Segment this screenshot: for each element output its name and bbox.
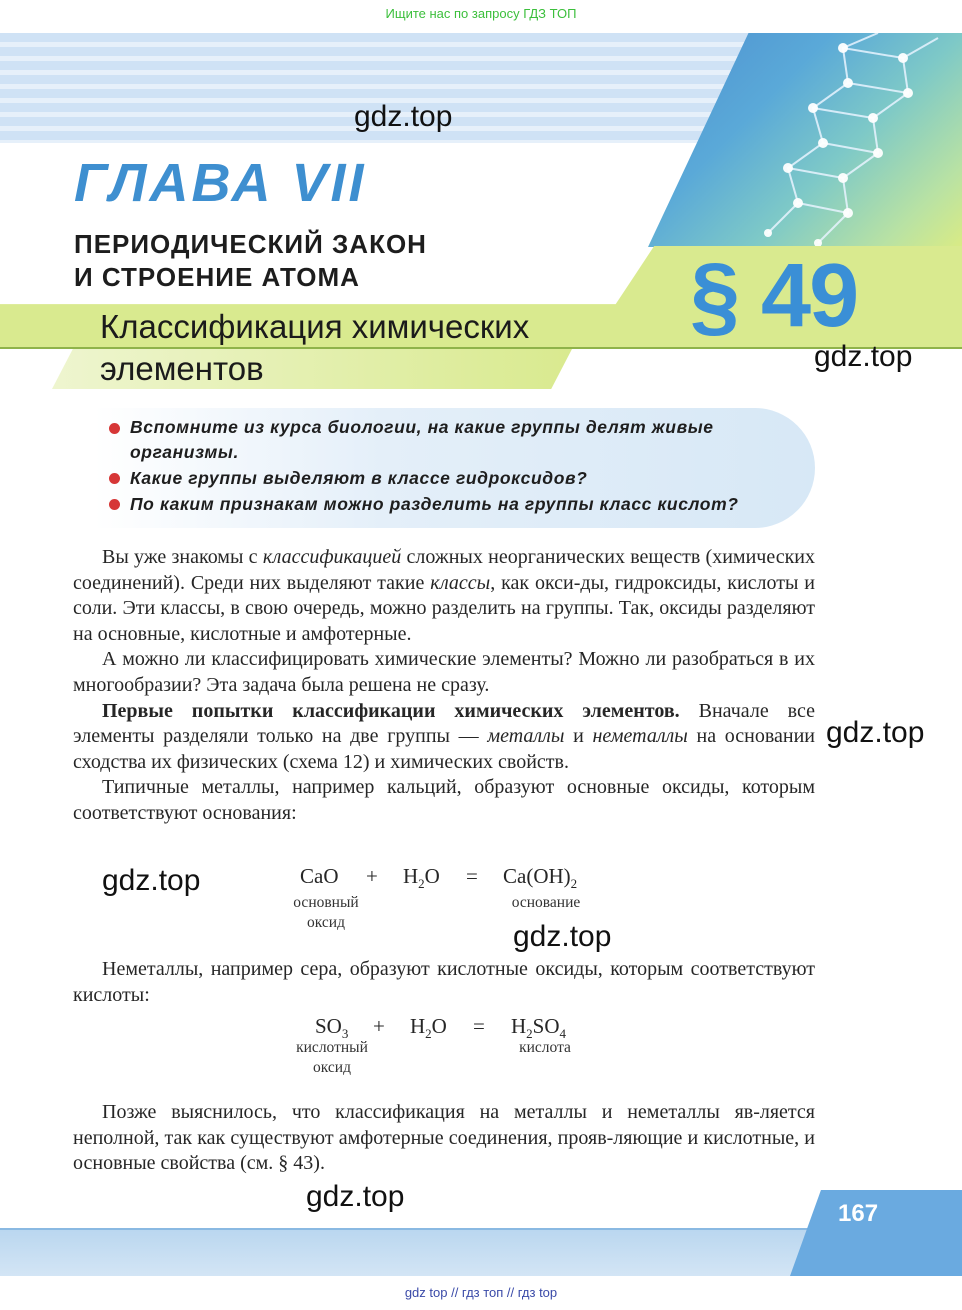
- formula-cao: CaO: [300, 864, 339, 888]
- section-title-line: Классификация химических: [100, 308, 530, 345]
- text: Вы уже знакомы с: [102, 546, 263, 568]
- body-text: [73, 1100, 815, 1177]
- watermark: gdz.top: [513, 920, 612, 953]
- paragraph: [73, 699, 815, 776]
- plus-sign: +: [366, 864, 378, 888]
- question-item: организмы.: [130, 442, 239, 462]
- text: O: [424, 864, 440, 888]
- text: Ca(OH): [503, 864, 571, 888]
- term: металлы: [487, 725, 565, 748]
- text: , как окси-ды, гидроксиды, кислоты и соли. Эти классы, в свою очередь, можно разделить на группы. Так, оксиды разделяют на основные, кислотные и амфотерные.: [73, 571, 816, 645]
- label-line: оксид: [313, 1059, 351, 1076]
- text: H: [511, 1014, 527, 1038]
- subscript: 2: [526, 1026, 533, 1042]
- label-line: основный: [293, 894, 359, 911]
- chapter-subtitle-line: И СТРОЕНИЕ АТОМА: [74, 262, 360, 292]
- question-item: Вспомните из курса биологии, на какие группы делят живые: [130, 417, 714, 437]
- chapter-title: ГЛАВА VII: [74, 153, 367, 213]
- text: H: [410, 1014, 426, 1038]
- watermark: gdz.top: [102, 864, 201, 897]
- text: и: [564, 725, 593, 748]
- bullet-icon: [109, 499, 120, 510]
- footer-links: gdz top // гдз топ // гдз top: [404, 1285, 558, 1300]
- text: сложных неорганических веществ (химических соединений). Среди них выделяют такие: [73, 546, 815, 594]
- text: H: [403, 864, 419, 888]
- text: Вначале все элементы разделяли только на две группы —: [73, 699, 815, 748]
- plus-sign: +: [373, 1014, 385, 1038]
- formula-water: [403, 864, 440, 892]
- equals-sign: =: [473, 1014, 485, 1038]
- page-number: 167: [838, 1200, 879, 1227]
- text: SO: [532, 1014, 560, 1038]
- paragraph: Типичные металлы, например кальций, образуют основные оксиды, которым соответствуют основания:: [73, 776, 815, 824]
- section-title-line: элементов: [100, 350, 264, 387]
- formula-calcium-hydroxide: [503, 864, 577, 892]
- review-questions: [94, 408, 815, 528]
- paragraph-number: § 49: [690, 246, 858, 346]
- subscript: 2: [418, 876, 425, 892]
- text: SO: [315, 1014, 342, 1038]
- formula-label: [280, 893, 372, 933]
- watermark: gdz.top: [814, 340, 913, 373]
- label-line: кислотный: [296, 1039, 368, 1056]
- subscript: 2: [570, 876, 578, 892]
- question-item: Какие группы выделяют в классе гидроксидов?: [130, 468, 588, 488]
- chapter-subtitle: [74, 228, 594, 294]
- question-item: По каким признакам можно разделить на группы класс кислот?: [130, 494, 739, 514]
- paragraph: А можно ли классифицировать химические элементы? Можно ли разобраться в их многообразии? Эта задача была решена не сразу.: [73, 648, 815, 696]
- term: неметаллы: [592, 725, 688, 748]
- paragraph-heading: Первые попытки классификации химических элементов.: [102, 699, 680, 722]
- body-text: [73, 545, 815, 827]
- formula-label: основание: [511, 894, 581, 911]
- subscript: 4: [559, 1026, 567, 1042]
- bullet-icon: [109, 473, 120, 484]
- watermark: gdz.top: [354, 100, 453, 133]
- text: на основании сходства их физических (схема 12) и химических свойств.: [73, 725, 815, 773]
- watermark: gdz.top: [306, 1180, 405, 1213]
- paragraph: Позже выяснилось, что классификация на металлы и неметаллы яв-ляется неполной, так как существуют амфотерные соединения, прояв-ляющие и кислотные, и основные свойства (см. § 43).: [73, 1101, 815, 1175]
- paragraph: Неметаллы, например сера, образуют кислотные оксиды, которым соответствуют кислоты:: [73, 958, 815, 1006]
- section-title: [100, 306, 560, 390]
- top-note: Ищите нас по запросу ГДЗ ТОП: [385, 6, 577, 21]
- watermark: gdz.top: [826, 716, 925, 749]
- text: O: [431, 1014, 447, 1038]
- formula-label: [282, 1038, 382, 1078]
- formula-water: [410, 1014, 447, 1042]
- equals-sign: =: [466, 864, 478, 888]
- bullet-icon: [109, 423, 120, 434]
- body-text: [73, 957, 815, 1008]
- subscript: 3: [341, 1026, 349, 1042]
- formula-label: кислота: [519, 1039, 571, 1056]
- label-line: оксид: [307, 914, 345, 931]
- term: классификацией: [262, 546, 402, 568]
- term: классы: [430, 571, 491, 594]
- paragraph: [73, 545, 815, 647]
- subscript: 2: [425, 1026, 432, 1042]
- chapter-subtitle-line: ПЕРИОДИЧЕСКИЙ ЗАКОН: [74, 229, 427, 259]
